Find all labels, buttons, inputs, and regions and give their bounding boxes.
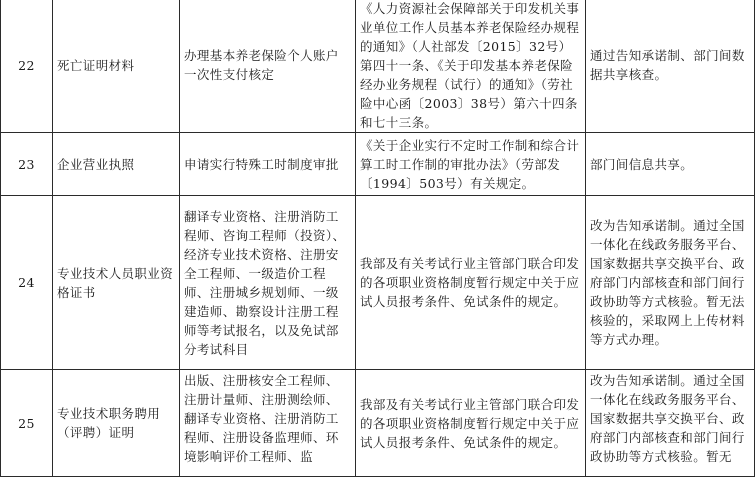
replacement-method: 通过告知承诺制、部门间数据共享核查。	[586, 0, 755, 133]
material-name: 专业技术职务聘用（评聘）证明	[53, 370, 180, 477]
material-name: 企业营业执照	[53, 133, 180, 196]
legal-basis: 《关于企业实行不定时工作制和综合计算工时工作制的审批办法》（劳部发〔1994〕503号）有关规定。	[356, 133, 586, 196]
material-name: 专业技术人员职业资格证书	[53, 196, 180, 370]
replacement-method: 改为告知承诺制。通过全国一体化在线政务服务平台、国家数据共享交换平台、政府部门内部核查和部门间行政协助等方式核验。暂无法核验的，采取网上上传材料等方式办理。	[586, 196, 755, 370]
service-item: 办理基本养老保险个人账户一次性支付核定	[180, 0, 356, 133]
row-number: 25	[1, 370, 53, 477]
legal-basis: 我部及有关考试行业主管部门联合印发的各项职业资格制度暂行规定中关于应试人员报考条件、免试条件的规定。	[356, 370, 586, 477]
legal-basis: 我部及有关考试行业主管部门联合印发的各项职业资格制度暂行规定中关于应试人员报考条件、免试条件的规定。	[356, 196, 586, 370]
service-item: 出版、注册核安全工程师、注册计量师、注册测绘师、翻译专业资格、注册消防工程师、注册设备监理师、环境影响评价工程师、监	[180, 370, 356, 477]
table-row	[1, 370, 755, 477]
legal-basis: 《人力资源社会保障部关于印发机关事业单位工作人员基本养老保险经办规程的通知》（人社部发〔2015〕32号）第四十一条、《关于印发基本养老保险经办业务规程（试行）的通知》（劳社险中心函〔2003〕38号）第六十四条和七十三条。	[356, 0, 586, 133]
table-row	[1, 196, 755, 370]
row-number: 22	[1, 0, 53, 133]
row-number: 23	[1, 133, 53, 196]
table-row	[1, 133, 755, 196]
service-item: 翻译专业资格、注册消防工程师、咨询工程师（投资）、经济专业技术资格、注册安全工程师、一级造价工程师、注册城乡规划师、一级建造师、勘察设计注册工程师等考试报名，以及免试部分考试科目	[180, 196, 356, 370]
replacement-method: 改为告知承诺制。通过全国一体化在线政务服务平台、国家数据共享交换平台、政府部门内部核查和部门间行政协助等方式核验。暂无	[586, 370, 755, 477]
table-row	[1, 0, 755, 133]
service-item: 申请实行特殊工时制度审批	[180, 133, 356, 196]
material-name: 死亡证明材料	[53, 0, 180, 133]
row-number: 24	[1, 196, 53, 370]
replacement-method: 部门间信息共享。	[586, 133, 755, 196]
